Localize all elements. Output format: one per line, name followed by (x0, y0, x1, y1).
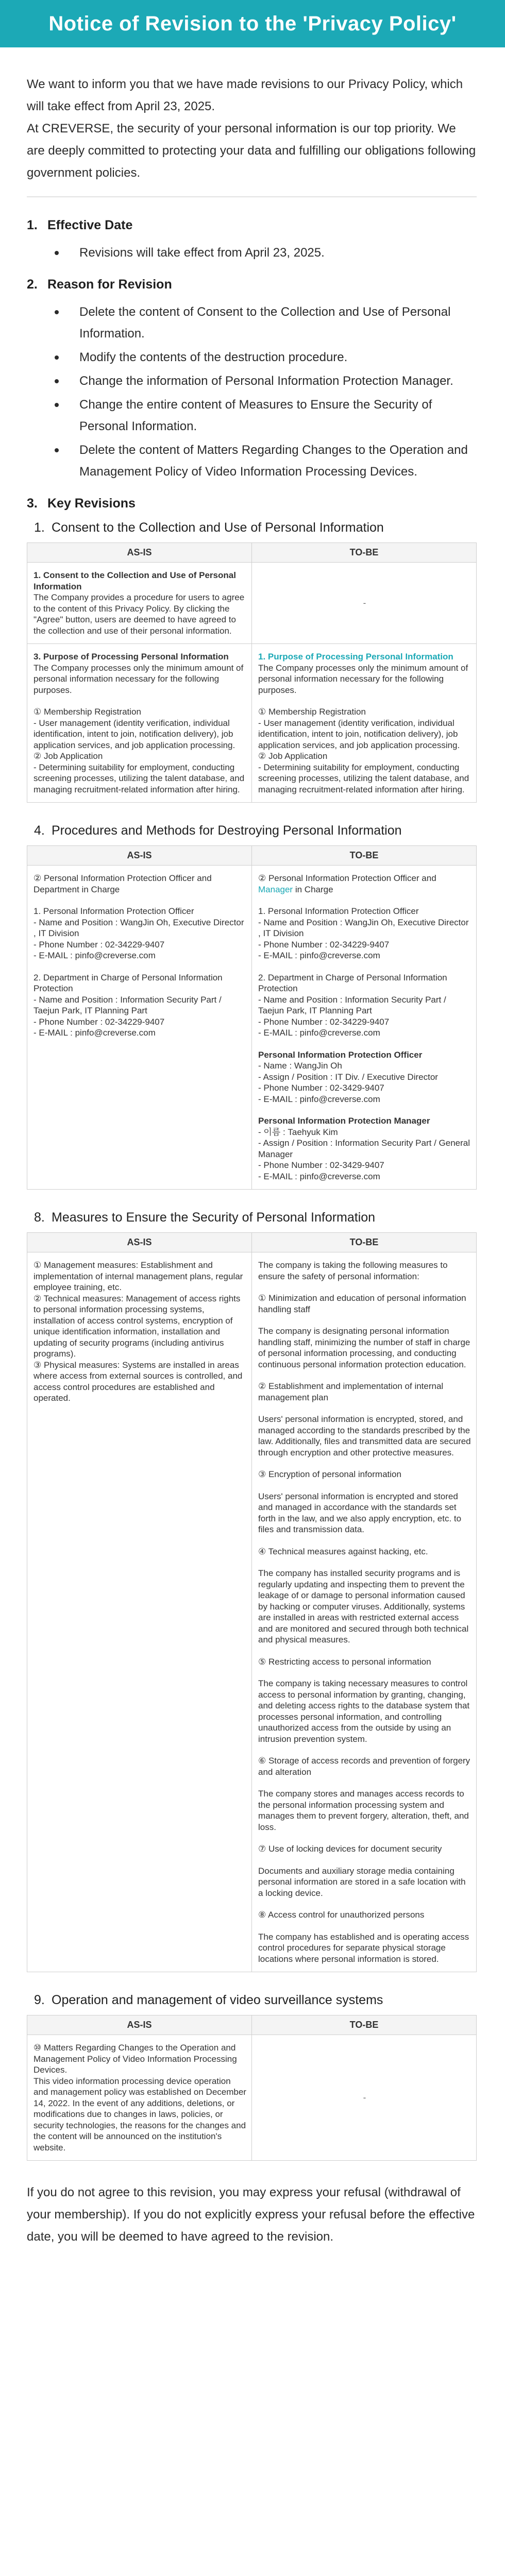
intro (27, 63, 477, 184)
list-item: Delete the content of Matters Regarding Changes to the Operation and Management Policy of Video Information Processing Devices. (53, 439, 477, 483)
column-header-tobe: TO-BE (252, 846, 477, 866)
intro-paragraph-2: At CREVERSE, the security of your personal information is our top priority. We are deeply committed to protecting your data and fulfilling our obligations following government policies. (27, 122, 476, 180)
consent-comparison-table (27, 543, 477, 803)
revision-security-heading: 8. Measures to Ensure the Security of Personal Information (34, 1210, 376, 1225)
table-row (27, 1252, 477, 1972)
tobe-intro: ② Personal Information Protection Officer and Manager in Charge (258, 873, 436, 894)
section-key-revisions-heading: 3. Key Revisions (27, 496, 136, 511)
column-header-tobe: TO-BE (252, 1233, 477, 1252)
column-header-asis: AS-IS (27, 2015, 252, 2035)
list-item: Revisions will take effect from April 23, 2025. (53, 242, 477, 264)
tobe-cell: The company is taking the following measures to ensure the safety of personal information: ① Minimization and education of personal information handling staff The company is designating personal information handling staff, minimizing the number of staff in charge of personal information processing, and conducting continuous personal information protection education. ② Establishment and implementation of internal management plan Users' personal information is encrypted, stored, and managed according to the standards prescribed by the law. Additionally, files and transmitted data are secured through encryption and other protective measures. ③ Encryption of personal information Users' personal information is encrypted and stored and managed in accordance with the standards set forth in the law, and we also apply encryption, etc. to files and transmission data. ④ Technical measures against hacking, etc. The company has installed security programs and is regularly updating and inspecting them to prevent the leakage of or damage to personal information caused by hacking or computer viruses. Additionally, systems are installed in areas with restricted external access and are monitored and secured through both technical and physical measures. ⑤ Restricting access to personal information The company is taking necessary measures to control access to personal information by granting, changing, and deleting access rights to the database system that processes personal information, and controlling unauthorized access from the outside by using an intrusion prevention system. ⑥ Storage of access records and prevention of forgery and alteration The company stores and manages access records to the personal information processing system and manages them to prevent forgery, alteration, theft, and loss. ⑦ Use of locking devices for document security Documents and auxiliary storage media containing personal information are stored in a safe location with a locking device. ⑧ Access control for unauthorized persons The company has established and is operating access control procedures for separate physical storage locations where personal information is stored. (252, 1252, 477, 1972)
title-bar (0, 0, 505, 47)
list-item: Modify the contents of the destruction procedure. (53, 347, 477, 368)
table-row (27, 644, 477, 803)
section-reason-heading: 2. Reason for Revision (27, 277, 172, 292)
divider (27, 196, 477, 197)
tobe-cell: - (252, 2035, 477, 2161)
column-header-tobe: TO-BE (252, 2015, 477, 2035)
security-comparison-table (27, 1232, 477, 1972)
page-title: Notice of Revision to the 'Privacy Policy' (48, 12, 457, 35)
tobe-cell: ② Personal Information Protection Officer and Manager in Charge 1. Personal Information Protection Officer - Name and Position : WangJin Oh, Executive Director , IT Division - Phone Number : 02-34229-9407 - E-MAIL : pinfo@creverse.com 2. Department in Charge of Personal Information Protection - Name and Position : Information Security Part / Taejun Park, IT Planning Part - Phone Number : 02-34229-9407 - E-MAIL : pinfo@creverse.com Personal Information Protection Officer - Name : WangJin Oh - Assign / Position : IT Div. / Executive Director - Phone Number : 02-3429-9407 - E-MAIL : pinfo@creverse.com Personal Information Protection Manager - 이름 : Taehyuk Kim - Assign / Position : Information Security Part / General Manager - Phone Number : 02-3429-9407 - E-MAIL : pinfo@creverse.com (252, 866, 477, 1190)
column-header-asis: AS-IS (27, 1233, 252, 1252)
asis-cell: ② Personal Information Protection Officer and Department in Charge 1. Personal Information Protection Officer - Name and Position : WangJin Oh, Executive Director , IT Division - Phone Number : 02-34229-9407 - E-MAIL : pinfo@creverse.com 2. Department in Charge of Personal Information Protection - Name and Position : Information Security Part / Taejun Park, IT Planning Part - Phone Number : 02-34229-9407 - E-MAIL : pinfo@creverse.com (27, 866, 252, 1190)
reason-list (53, 301, 477, 483)
column-header-asis: AS-IS (27, 846, 252, 866)
table-row (27, 563, 477, 644)
section-effective-date-heading: 1. Effective Date (27, 218, 133, 232)
column-header-tobe: TO-BE (252, 543, 477, 563)
video-comparison-table (27, 2015, 477, 2161)
revision-destruction-heading: 4. Procedures and Methods for Destroying Personal Information (34, 823, 402, 838)
asis-cell: ① Management measures: Establishment and implementation of internal management plans, regular employee training, etc. ② Technical measures: Management of access rights to personal information processing systems, installation of access control systems, encryption of unique identification information, installation and updating of security programs (including antivirus programs). ③ Physical measures: Systems are installed in areas where access from external sources is controlled, and access control procedures are established and operated. (27, 1252, 252, 1972)
tobe-cell: 1. Purpose of Processing Personal Information The Company processes only the minimum amount of personal information necessary for the following purposes. ① Membership Registration - User management (identity verification, individual identification, intent to join, notification delivery), job application services, and job application processing. ② Job Application - Determining suitability for employment, conducting screening processes, utilizing the talent database, and managing recruitment-related information after hiring. (252, 644, 477, 803)
column-header-asis: AS-IS (27, 543, 252, 563)
asis-cell: 3. Purpose of Processing Personal Information The Company processes only the minimum amount of personal information necessary for the following purposes. ① Membership Registration - User management (identity verification, individual identification, intent to join, notification delivery), job application services, and job application processing. ② Job Application - Determining suitability for employment, conducting screening processes, utilizing the talent database, and managing recruitment-related information after hiring. (27, 644, 252, 803)
table-row (27, 2035, 477, 2161)
effective-date-list (53, 242, 477, 264)
main-content (0, 47, 505, 2248)
refusal-notice: If you do not agree to this revision, you may express your refusal (withdrawal of your membership). If you do not explicitly express your refusal before the effective date, you will be deemed to have agreed to the revision. (27, 2185, 475, 2244)
tobe-cell: - (252, 563, 477, 644)
asis-cell: ⑩ Matters Regarding Changes to the Operation and Management Policy of Video Information Processing Devices. This video information processing device operation and management policy was established on December 14, 2022. In the event of any additions, deletions, or modifications due to changes in laws, policies, or security technologies, the reasons for the changes and the content will be announced on the institution's website. (27, 2035, 252, 2161)
intro-paragraph-1: We want to inform you that we have made revisions to our Privacy Policy, which will take effect from April 23, 2025. (27, 77, 463, 113)
revision-consent-heading: 1. Consent to the Collection and Use of Personal Information (34, 520, 384, 535)
table-row (27, 866, 477, 1190)
destruction-comparison-table (27, 845, 477, 1190)
list-item: Delete the content of Consent to the Collection and Use of Personal Information. (53, 301, 477, 345)
revision-video-heading: 9. Operation and management of video surveillance systems (34, 1993, 383, 2007)
list-item: Change the entire content of Measures to Ensure the Security of Personal Information. (53, 394, 477, 437)
asis-cell: 1. Consent to the Collection and Use of Personal Information The Company provides a procedure for users to agree to the content of this Privacy Policy. By clicking the "Agree" button, users are deemed to have agreed to the collection and use of their personal information. (27, 563, 252, 644)
list-item: Change the information of Personal Information Protection Manager. (53, 370, 477, 392)
